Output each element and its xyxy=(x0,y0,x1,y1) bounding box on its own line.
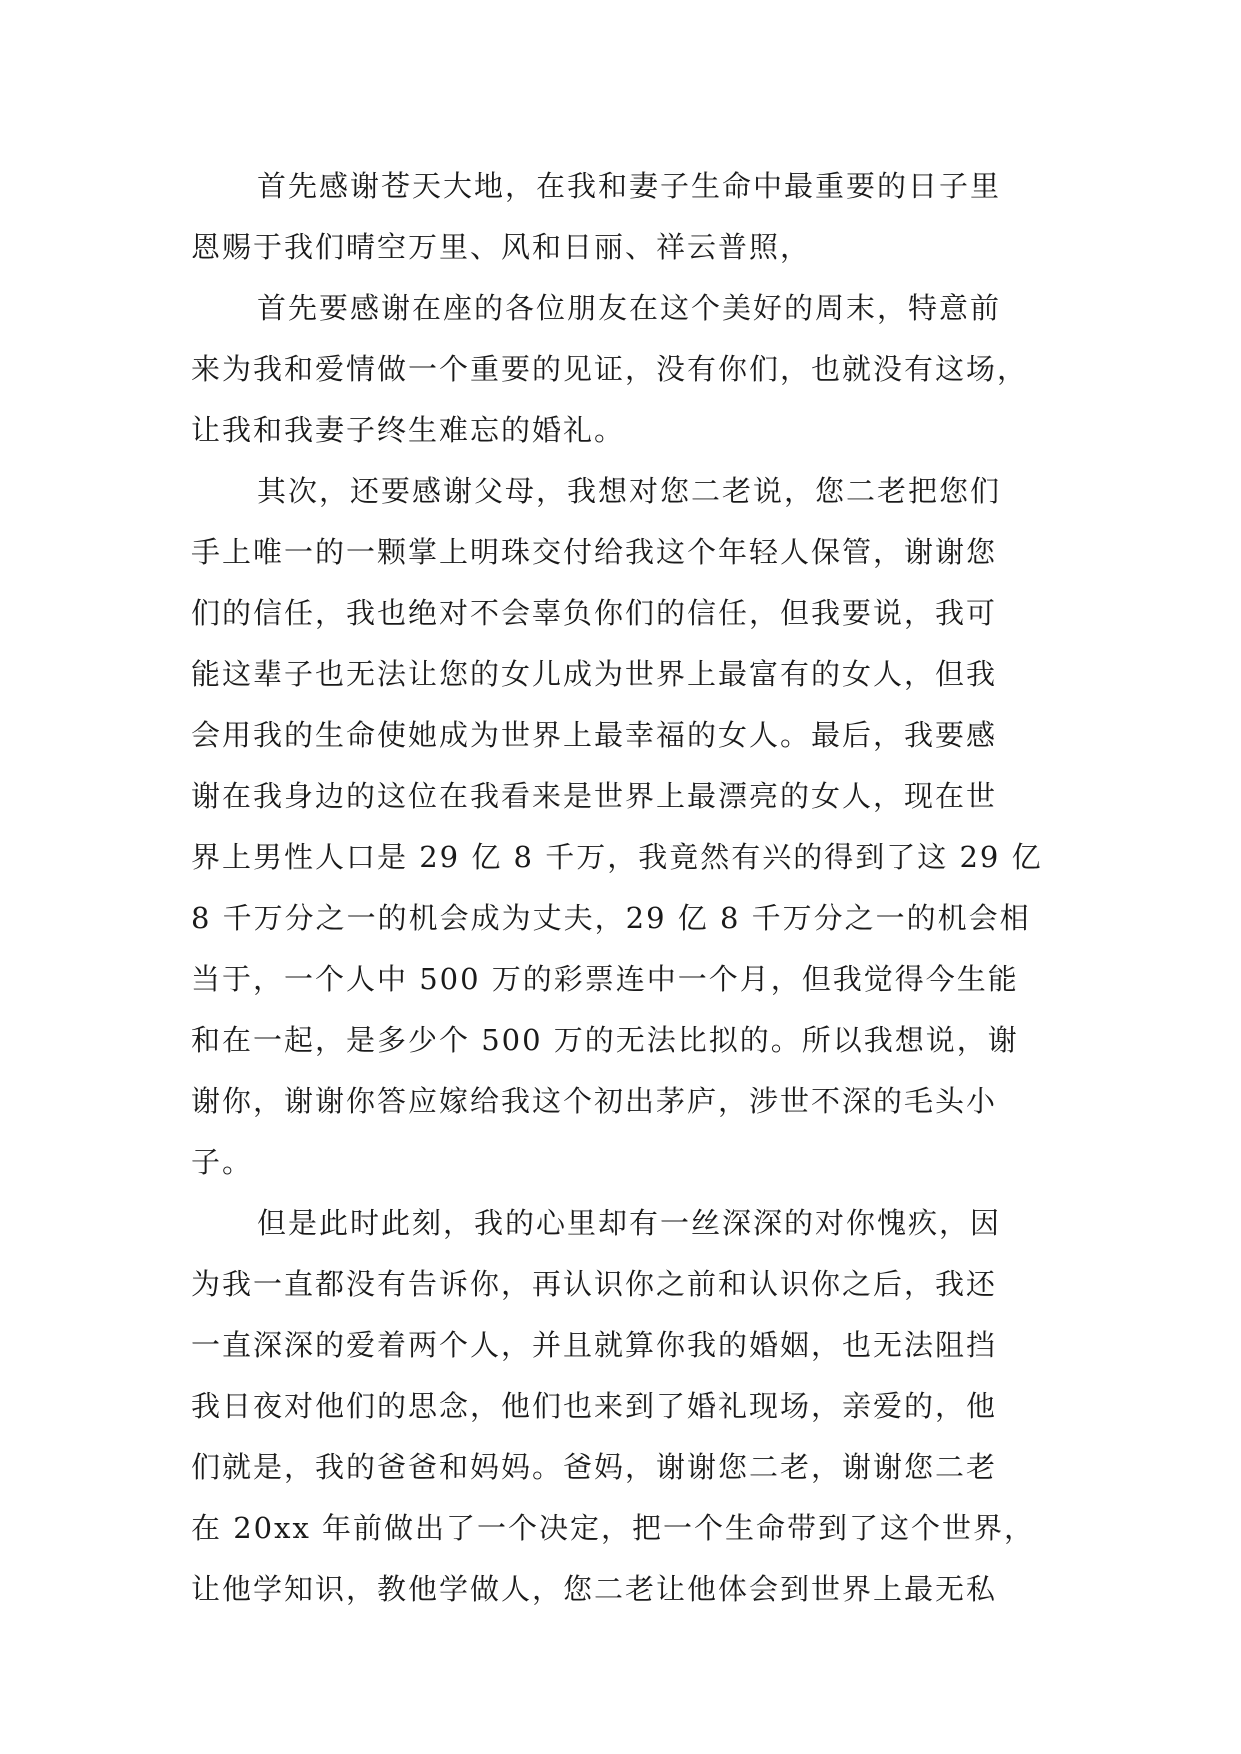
text-line: 但是此时此刻，我的心里却有一丝深深的对你愧疚，因 xyxy=(257,1206,1002,1240)
text-line: 首先要感谢在座的各位朋友在这个美好的周末，特意前 xyxy=(257,291,1002,325)
text-line: 们的信任，我也绝对不会辜负你们的信任，但我要说，我可 xyxy=(191,596,998,630)
text-line: 手上唯一的一颗掌上明珠交付给我这个年轻人保管，谢谢您 xyxy=(191,535,998,569)
text-line: 能这辈子也无法让您的女儿成为世界上最富有的女人，但我 xyxy=(191,657,998,691)
paragraph-1 xyxy=(191,156,1061,278)
text-line: 其次，还要感谢父母，我想对您二老说，您二老把您们 xyxy=(257,474,1002,508)
text-line: 8 千万分之一的机会成为丈夫，29 亿 8 千万分之一的机会相 xyxy=(191,901,1031,935)
paragraph-2 xyxy=(191,278,1061,461)
text-line: 界上男性人口是 29 亿 8 千万，我竟然有兴的得到了这 29 亿 xyxy=(191,840,1043,874)
text-line: 谢你，谢谢你答应嫁给我这个初出茅庐，涉世不深的毛头小 xyxy=(191,1084,998,1118)
text-line: 来为我和爱情做一个重要的见证，没有你们，也就没有这场， xyxy=(191,352,1029,386)
text-line: 当于，一个人中 500 万的彩票连中一个月，但我觉得今生能 xyxy=(191,962,1019,996)
text-line: 谢在我身边的这位在我看来是世界上最漂亮的女人，现在世 xyxy=(191,779,998,813)
text-line: 和在一起，是多少个 500 万的无法比拟的。所以我想说，谢 xyxy=(191,1023,1019,1057)
text-line: 让我和我妻子终生难忘的婚礼。 xyxy=(191,413,626,447)
text-line: 恩赐于我们晴空万里、风和日丽、祥云普照， xyxy=(191,230,812,264)
document-body xyxy=(191,156,1061,1620)
text-line: 我日夜对他们的思念，他们也来到了婚礼现场，亲爱的，他 xyxy=(191,1389,998,1423)
text-line: 会用我的生命使她成为世界上最幸福的女人。最后，我要感 xyxy=(191,718,998,752)
text-line: 为我一直都没有告诉你，再认识你之前和认识你之后，我还 xyxy=(191,1267,998,1301)
text-line: 们就是，我的爸爸和妈妈。爸妈，谢谢您二老，谢谢您二老 xyxy=(191,1450,998,1484)
text-line: 子。 xyxy=(191,1145,254,1179)
paragraph-4 xyxy=(191,1193,1061,1620)
text-line: 在 20xx 年前做出了一个决定，把一个生命带到了这个世界， xyxy=(191,1511,1036,1545)
paragraph-3 xyxy=(191,461,1061,1193)
text-line: 一直深深的爱着两个人，并且就算你我的婚姻，也无法阻挡 xyxy=(191,1328,998,1362)
text-line: 首先感谢苍天大地，在我和妻子生命中最重要的日子里 xyxy=(257,169,1002,203)
text-line: 让他学知识，教他学做人，您二老让他体会到世界上最无私 xyxy=(191,1572,998,1606)
